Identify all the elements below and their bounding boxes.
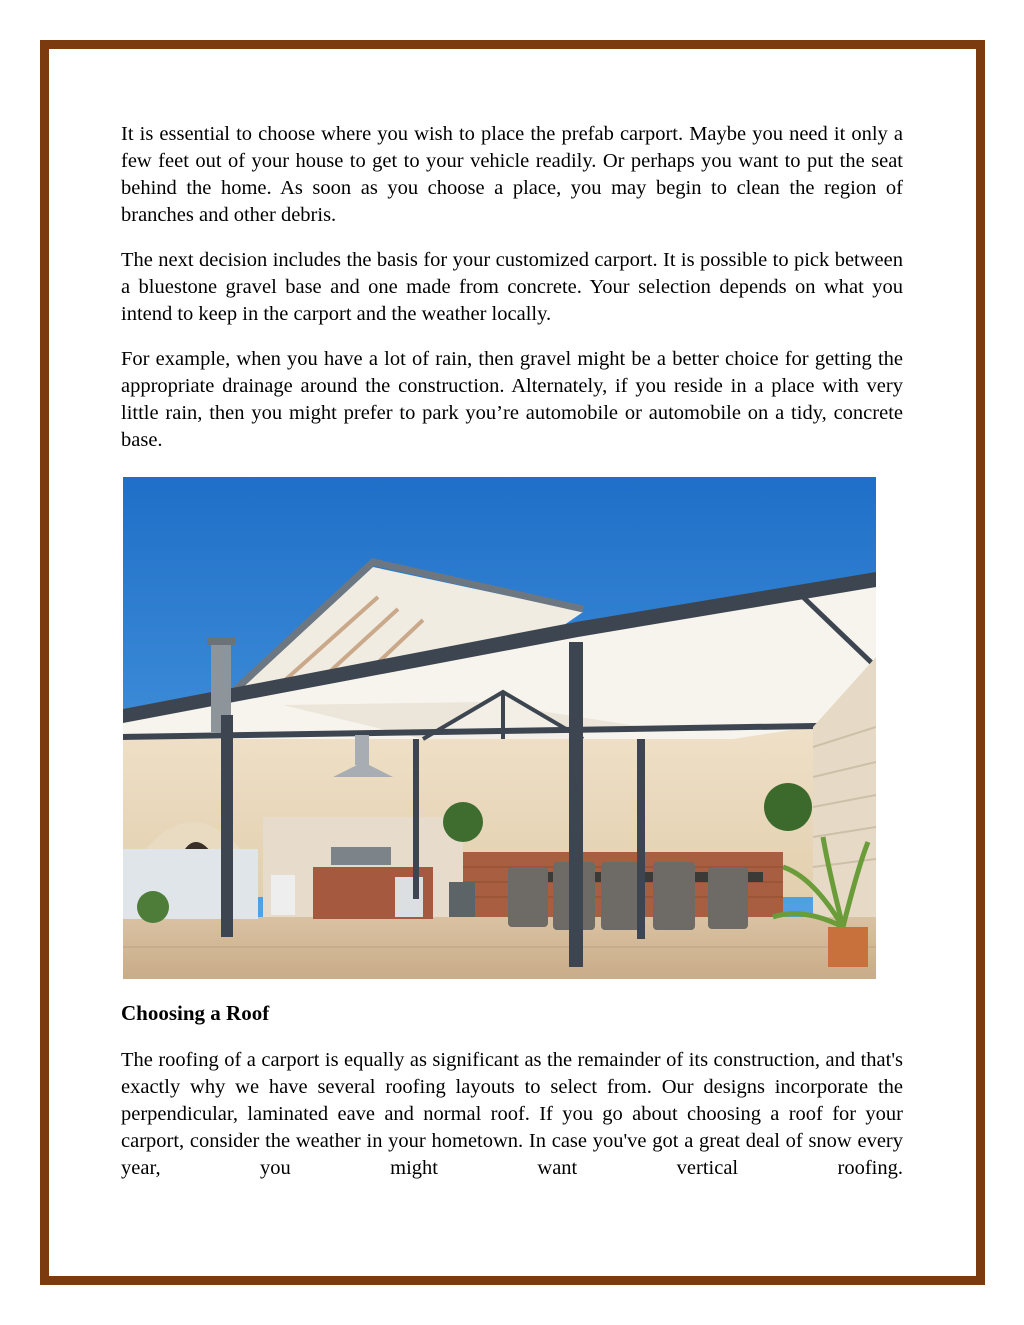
carport-photo <box>123 477 876 979</box>
paragraph-weather: For example, when you have a lot of rain, then gravel might be a better choice for getting the appropriate drainage around the construction. Alternately, if you reside in a place with very little rain, then you might prefer to park you’re automobile or automobile on a tidy, concrete base. <box>121 348 903 451</box>
section-heading: Choosing a Roof <box>121 1001 270 1025</box>
paragraph-base: The next decision includes the basis for your customized carport. It is possible to pick between a bluestone gravel base and one made from concrete. Your selection depends on what you intend to keep in the carport and the weather locally. <box>121 249 903 325</box>
intro-text <box>121 121 903 472</box>
paragraph-location: It is essential to choose where you wish to place the prefab carport. Maybe you need it only a few feet out of your house to get to your vehicle readily. Or perhaps you want to put the seat behind the home. As soon as you choose a place, you may begin to clean the region of branches and other debris. <box>121 123 903 226</box>
roof-section-text <box>121 1047 903 1200</box>
paragraph-roofing: The roofing of a carport is equally as significant as the remainder of its construction, and that's exactly why we have several roofing layouts to select from. Our designs incorporate the perpendicular, laminated eave and normal roof. If you go about choosing a roof for your carport, consider the weather in your hometown. In case you've got a great deal of snow every year, you might want vertical roofing. <box>121 1049 903 1179</box>
